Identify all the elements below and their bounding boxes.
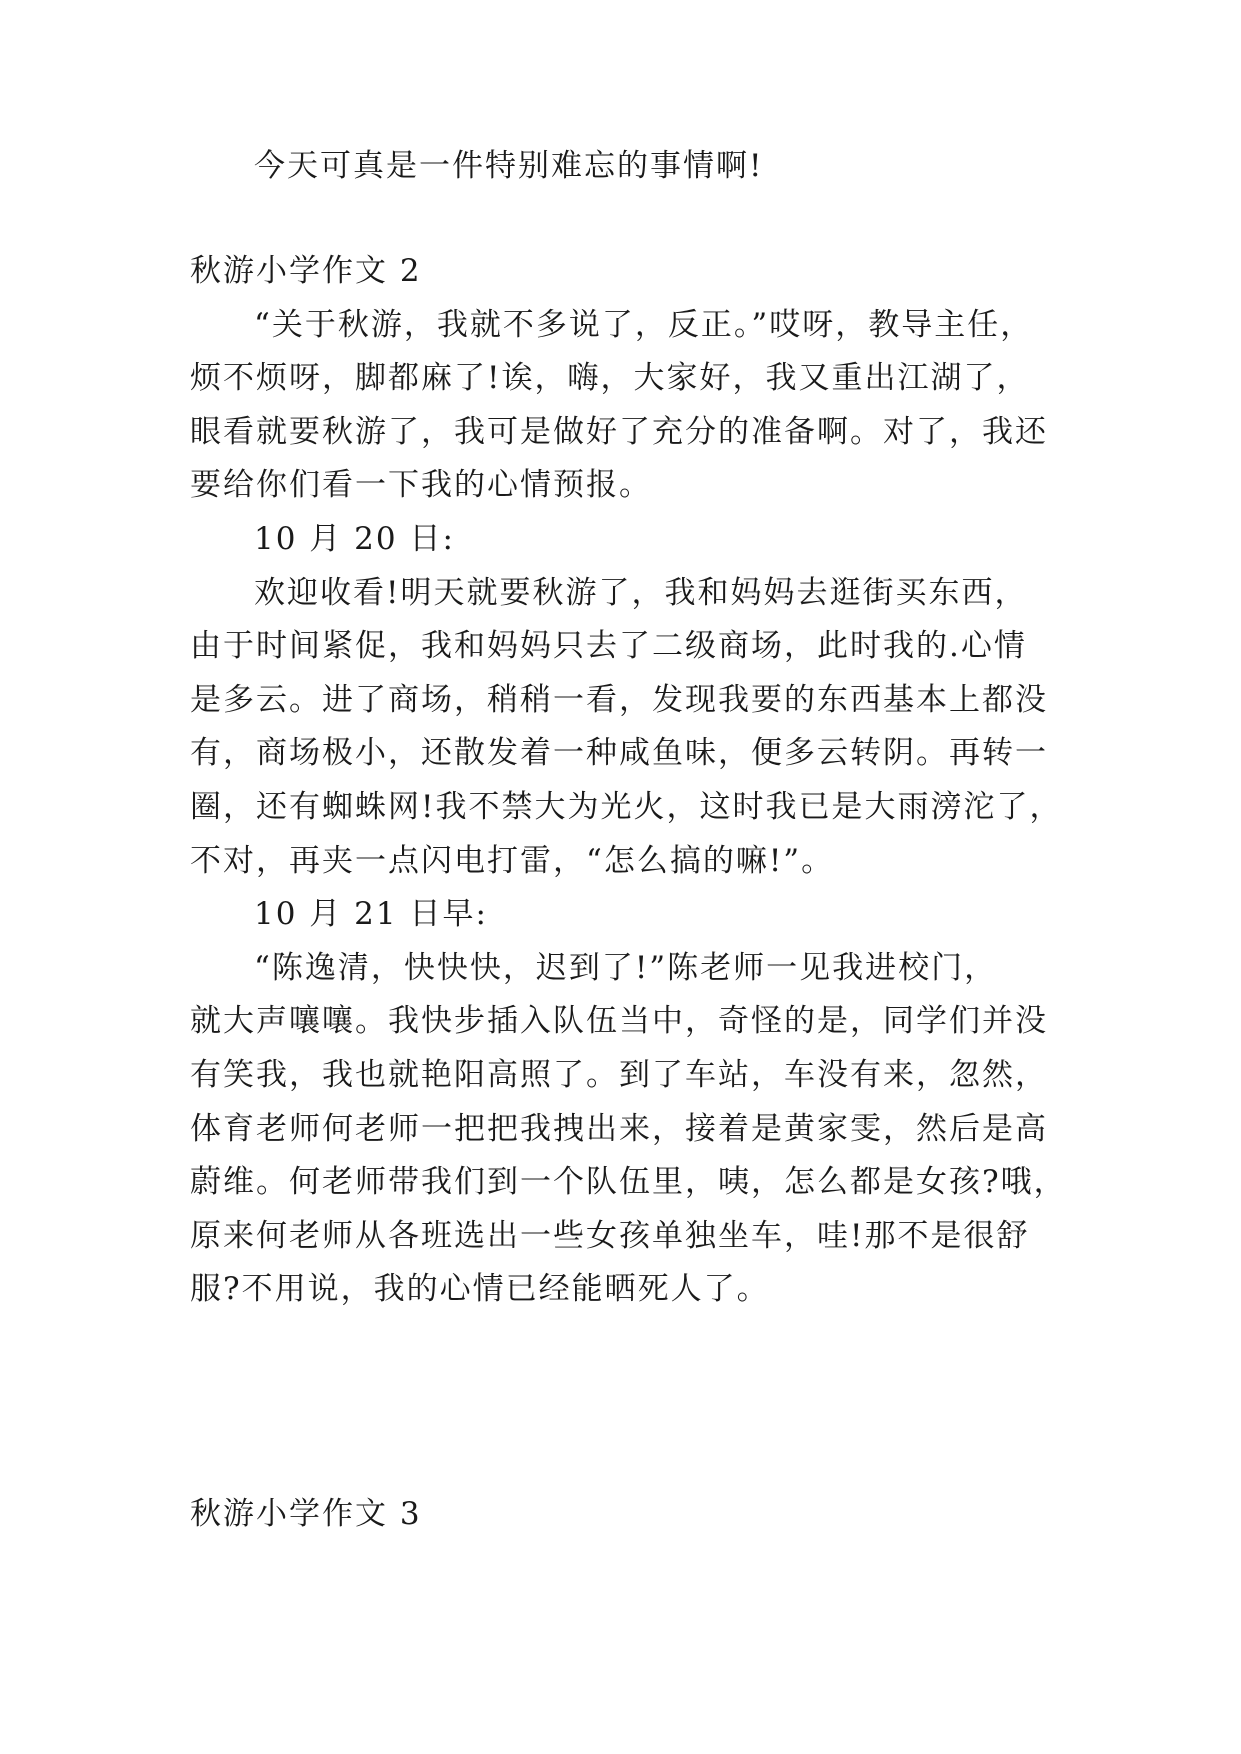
paragraph-line: 服?不用说，我的心情已经能晒死人了。	[190, 1271, 770, 1308]
intro-section	[190, 140, 1070, 194]
essay-2-paragraph-2	[190, 567, 1070, 889]
paragraph-line: 不对，再夹一点闪电打雷，“怎么搞的嘛!”。	[190, 842, 835, 879]
paragraph-line: 有，商场极小，还散发着一种咸鱼味，便多云转阴。再转一	[190, 735, 1048, 772]
paragraph-line: 欢迎收看!明天就要秋游了，我和妈妈去逛街买东西，	[254, 574, 1028, 611]
essay-2-paragraph-3	[190, 942, 1070, 1317]
essay-2-date-1: 10 月 20 日:	[254, 520, 455, 557]
paragraph-line: 由于时间紧促，我和妈妈只去了二级商场，此时我的.心情	[190, 628, 1027, 665]
essay-2-section	[190, 245, 1070, 1317]
paragraph-line: “陈逸清，快快快，迟到了!”陈老师一见我进校门，	[254, 949, 998, 986]
paragraph-line: 就大声嚷嚷。我快步插入队伍当中，奇怪的是，同学们并没	[190, 1003, 1048, 1040]
paragraph-line: 体育老师何老师一把把我拽出来，接着是黄家雯，然后是高	[190, 1110, 1048, 1147]
essay-2-date-2: 10 月 21 日早:	[254, 896, 488, 933]
paragraph-line: 眼看就要秋游了，我可是做好了充分的准备啊。对了，我还	[190, 413, 1048, 450]
paragraph-line: “关于秋游，我就不多说了，反正。”哎呀，教导主任，	[254, 306, 1034, 343]
essay-2-paragraph-1	[190, 299, 1070, 513]
paragraph-line: 是多云。进了商场，稍稍一看，发现我要的东西基本上都没	[190, 681, 1048, 718]
essay-3-title: 秋游小学作文 3	[190, 1496, 422, 1532]
essay-3-section	[190, 1488, 1070, 1542]
essay-2-title: 秋游小学作文 2	[190, 253, 422, 289]
paragraph-line: 原来何老师从各班选出一些女孩单独坐车，哇!那不是很舒	[190, 1217, 1030, 1254]
intro-closing-line: 今天可真是一件特别难忘的事情啊!	[254, 148, 764, 184]
paragraph-line: 蔚维。何老师带我们到一个队伍里，咦，怎么都是女孩?哦，	[190, 1164, 1067, 1201]
paragraph-line: 圈，还有蜘蛛网!我不禁大为光火，这时我已是大雨滂沱了，	[190, 788, 1063, 825]
paragraph-line: 要给你们看一下我的心情预报。	[190, 467, 652, 504]
paragraph-line: 烦不烦呀，脚都麻了!诶，嗨，大家好，我又重出江湖了，	[190, 360, 1030, 397]
paragraph-line: 有笑我，我也就艳阳高照了。到了车站，车没有来，忽然，	[190, 1056, 1048, 1093]
